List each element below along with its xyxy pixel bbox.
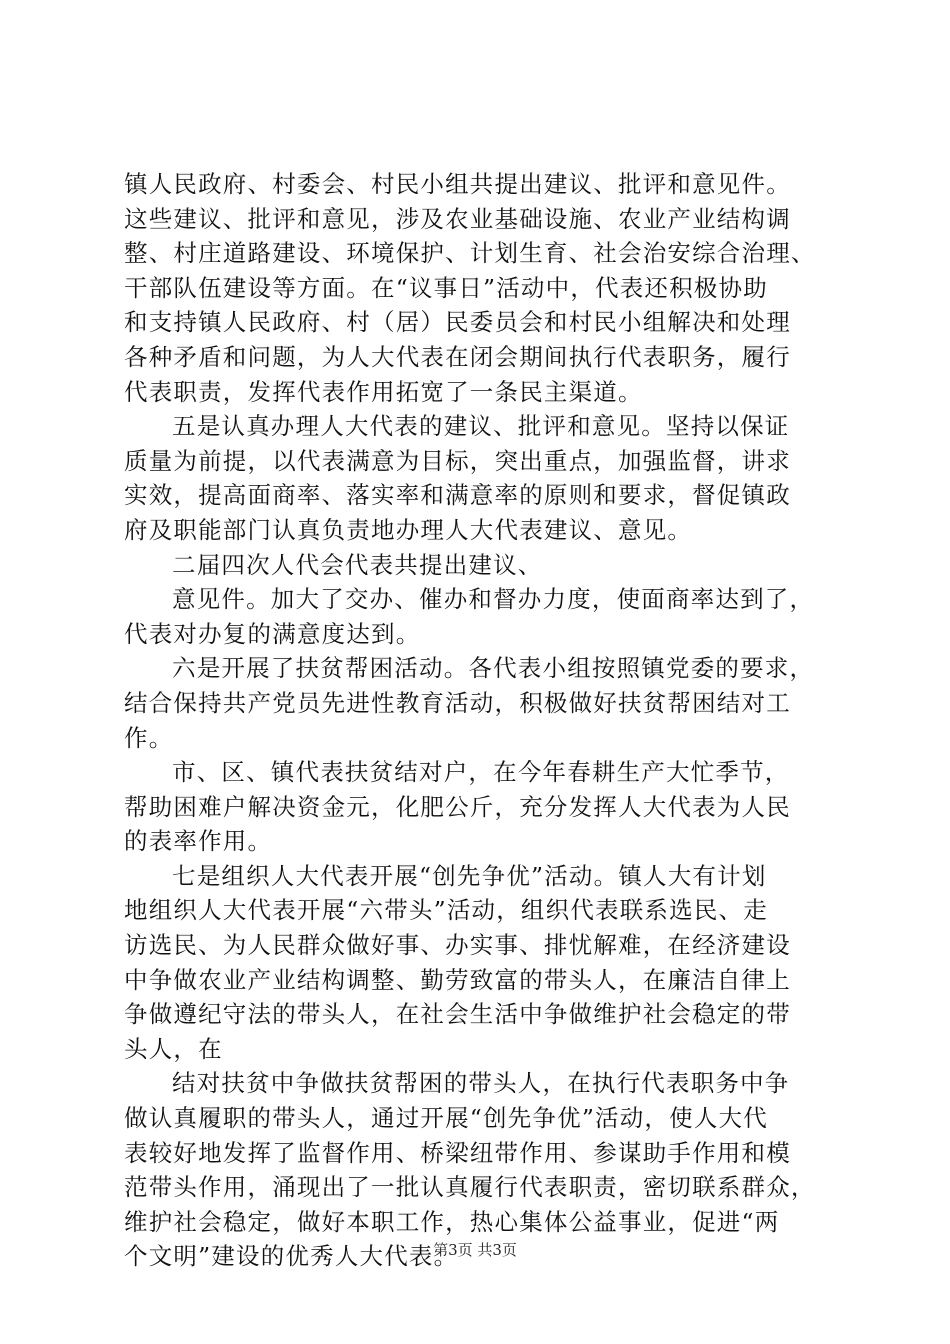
text-line: 帮助困难户解决资金元，化肥公斤，充分发挥人大代表为人民	[124, 792, 791, 821]
text-line: 六是开展了扶贫帮困活动。各代表小组按照镇党委的要求，	[172, 654, 815, 683]
text-line: 地组织人大代表开展“六带头”活动，组织代表联系选民、走	[124, 896, 768, 925]
text-line: 作。	[124, 723, 174, 752]
text-line: 二届四次人代会代表共提出建议、	[172, 550, 543, 579]
text-line: 府及职能部门认真负责地办理人大代表建议、意见。	[124, 515, 693, 544]
text-line: 整、村庄道路建设、环境保护、计划生育、社会治安综合治理、	[124, 239, 816, 268]
text-line: 结合保持共产党员先进性教育活动，积极做好扶贫帮困结对工	[124, 688, 791, 717]
text-line: 范带头作用，涌现出了一批认真履行代表职责，密切联系群众，	[124, 1173, 816, 1202]
text-line: 的表率作用。	[124, 827, 273, 856]
text-line: 市、区、镇代表扶贫结对户，在今年春耕生产大忙季节，	[172, 758, 790, 787]
text-line: 维护社会稳定，做好本职工作，热心集体公益事业，促进“两	[124, 1207, 780, 1236]
text-line: 头人，在	[124, 1034, 223, 1063]
text-line: 质量为前提，以代表满意为目标，突出重点，加强监督，讲求	[124, 446, 791, 475]
text-line: 访选民、为人民群众做好事、办实事、排忧解难，在经济建设	[124, 931, 791, 960]
text-line: 五是认真办理人大代表的建议、批评和意见。坚持以保证	[172, 412, 790, 441]
text-line: 七是组织人大代表开展“创先争优”活动。镇人大有计划	[172, 861, 767, 890]
text-line: 争做遵纪守法的带头人，在社会生活中争做维护社会稳定的带	[124, 1000, 791, 1029]
text-line: 表较好地发挥了监督作用、桥梁纽带作用、参谋助手作用和模	[124, 1138, 791, 1167]
text-line: 干部队伍建设等方面。在“议事日”活动中，代表还积极协助	[124, 273, 768, 302]
text-line: 和支持镇人民政府、村（居）民委员会和村民小组解决和处理	[124, 308, 791, 337]
text-line: 镇人民政府、村委会、村民小组共提出建议、批评和意见件。	[124, 170, 791, 198]
document-body	[124, 167, 830, 1274]
text-line: 代表职责，发挥代表作用拓宽了一条民主渠道。	[124, 377, 643, 406]
text-line: 中争做农业产业结构调整、勤劳致富的带头人，在廉洁自律上	[124, 965, 791, 994]
text-line: 做认真履职的带头人，通过开展“创先争优”活动，使人大代	[124, 1104, 768, 1133]
text-line: 实效，提高面商率、落实率和满意率的原则和要求，督促镇政	[124, 481, 791, 510]
text-line: 个文明”建设的优秀人大代表。	[124, 1242, 459, 1271]
page-footer: 第3页 共3页	[433, 1241, 517, 1259]
text-line: 意见件。加大了交办、催办和督办力度，使面商率达到了，	[172, 585, 815, 614]
text-line: 代表对办复的满意度达到。	[124, 619, 421, 648]
text-line: 这些建议、批评和意见，涉及农业基础设施、农业产业结构调	[124, 204, 791, 233]
text-line: 各种矛盾和问题，为人大代表在闭会期间执行代表职务，履行	[124, 342, 791, 371]
text-line: 结对扶贫中争做扶贫帮困的带头人，在执行代表职务中争	[172, 1069, 790, 1098]
